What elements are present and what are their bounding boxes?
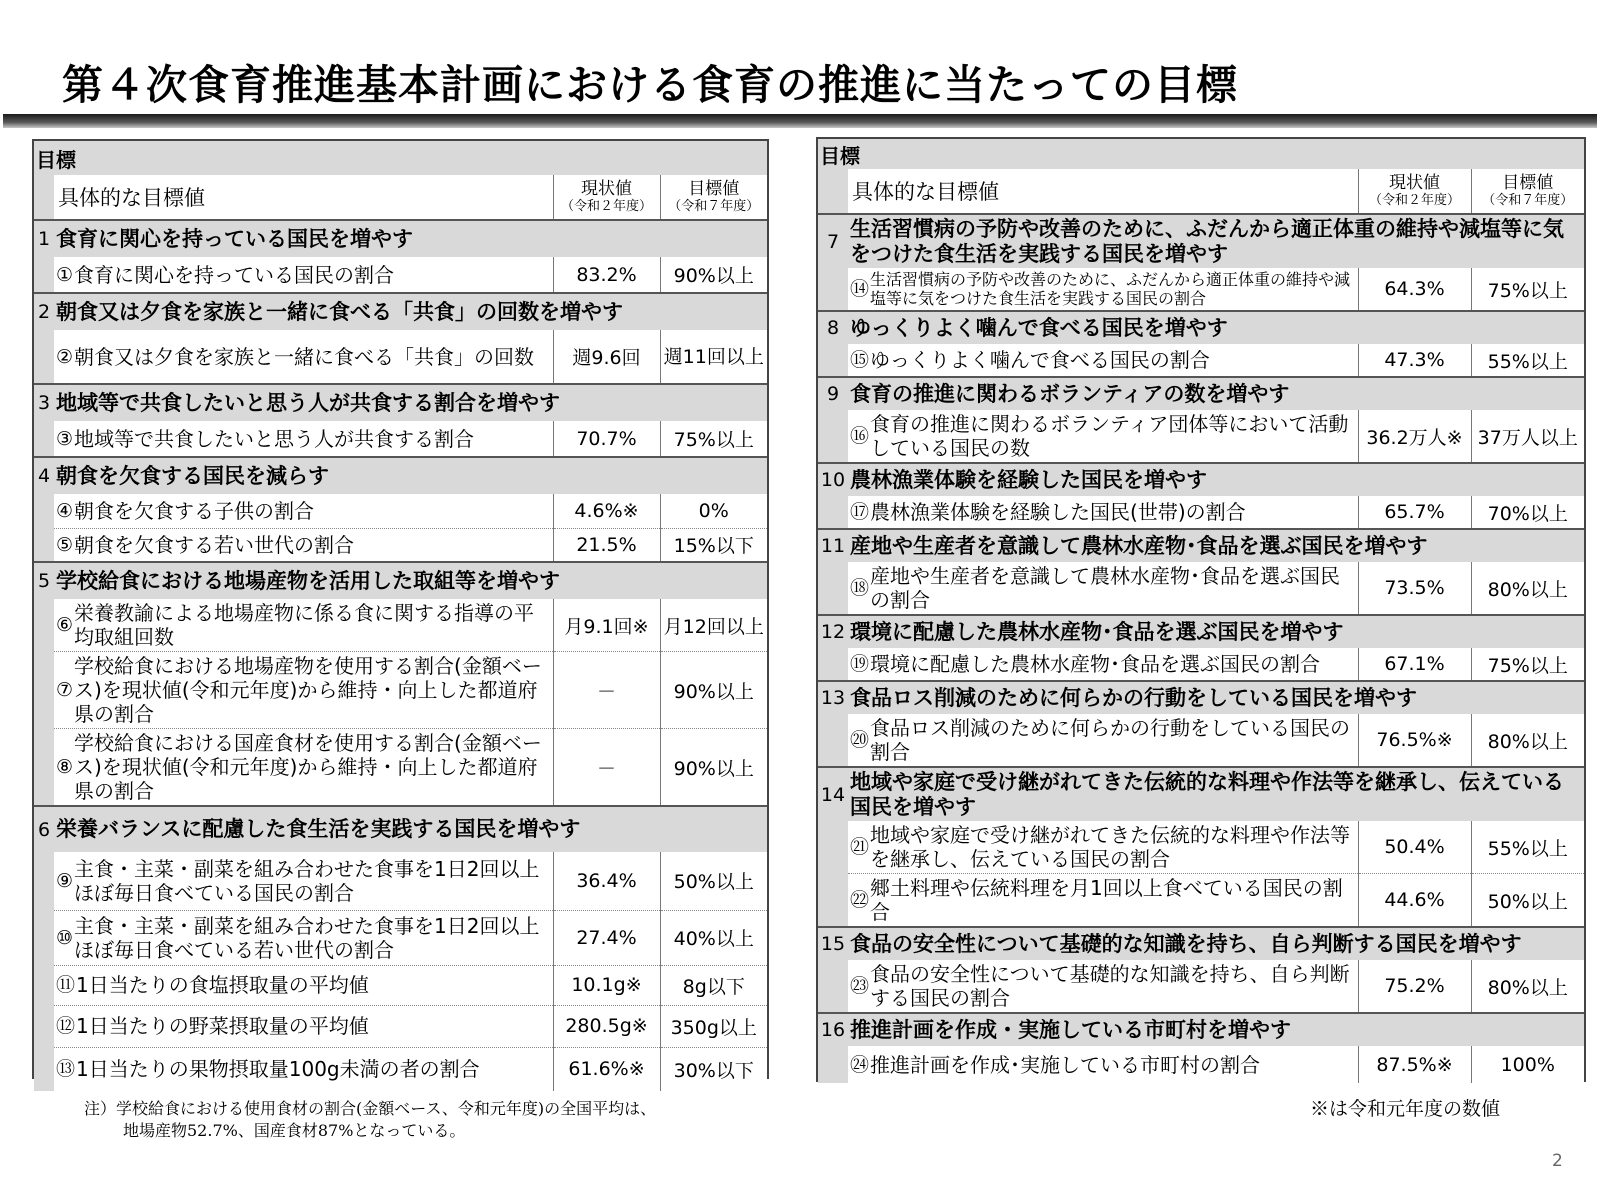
page-number: 2	[1552, 1151, 1563, 1171]
indicator-row	[34, 652, 767, 729]
goal-number: 8	[818, 311, 848, 344]
indicator-number: ⑪	[56, 974, 76, 996]
indicator-row	[34, 528, 767, 562]
indicator-description	[54, 599, 553, 652]
current-value: 週9.6回	[553, 330, 660, 384]
goal-number: 13	[818, 681, 848, 714]
indicator-number: ①	[56, 263, 74, 286]
goal-group-row	[818, 311, 1584, 344]
goal-number: 2	[34, 293, 54, 330]
goal-title: 環境に配慮した農林水産物･食品を選ぶ国民を増やす	[848, 615, 1584, 648]
current-value: 65.7%	[1358, 496, 1471, 529]
footnote-line-2: 地場産物52.7%、国産食材87%となっている。	[123, 1121, 466, 1140]
indicator-number: ⑨	[56, 869, 74, 892]
goal-number: 3	[34, 384, 54, 421]
left-goals-table	[32, 139, 769, 1082]
indicator-number: ㉓	[850, 975, 870, 997]
goal-title: 栄養バランスに配慮した食生活を実践する国民を増やす	[54, 806, 767, 852]
goal-group-row	[818, 927, 1584, 960]
indicator-text: 食品ロス削減のために何らかの行動をしている国民の割合	[870, 716, 1351, 764]
target-value: 週11回以上	[660, 330, 767, 384]
current-header: 現状値 （令和２年度）	[1358, 169, 1471, 214]
target-value: 90%以上	[660, 729, 767, 807]
indicator-text: 1日当たりの食塩摂取量の平均値	[76, 973, 369, 997]
indicator-text: 推進計画を作成･実施している市町村の割合	[870, 1052, 1261, 1077]
indicator-number: ③	[56, 427, 74, 450]
goal-group-row	[34, 806, 767, 852]
indicator-number: ②	[56, 345, 74, 368]
target-value: 80%以上	[1471, 960, 1584, 1013]
indicator-row	[818, 960, 1584, 1013]
indicator-number: ⑥	[56, 614, 74, 636]
indicator-number: ⑦	[56, 679, 74, 701]
indicator-row	[34, 330, 767, 384]
goal-title: 食育の推進に関わるボランティアの数を増やす	[848, 377, 1584, 410]
target-value: 80%以上	[1471, 714, 1584, 767]
desc-header: 具体的な目標値	[54, 175, 553, 220]
target-value: 90%以上	[660, 257, 767, 293]
indicator-number: ⑧	[56, 756, 74, 778]
indicator-description	[54, 1005, 553, 1047]
indicator-description	[848, 344, 1358, 377]
goal-title: 食品の安全性について基礎的な知識を持ち、自ら判断する国民を増やす	[848, 927, 1584, 960]
indicator-description	[848, 821, 1358, 874]
indicator-number: ⑳	[850, 729, 870, 751]
goal-number: 11	[818, 529, 848, 562]
goal-group-row	[818, 529, 1584, 562]
indicator-description	[54, 1047, 553, 1091]
indicator-text: 産地や生産者を意識して農林水産物･食品を選ぶ国民の割合	[870, 564, 1341, 612]
indicator-number: ㉔	[850, 1053, 870, 1076]
goal-number: 10	[818, 463, 848, 496]
indicator-text: 農林漁業体験を経験した国民(世帯)の割合	[870, 500, 1246, 524]
target-value: 75%以上	[1471, 268, 1584, 311]
indicator-row	[34, 1005, 767, 1047]
target-value: 50%以上	[1471, 874, 1584, 928]
indicator-number: ⑬	[56, 1058, 76, 1081]
indicator-description	[54, 652, 553, 729]
current-value: 67.1%	[1358, 648, 1471, 681]
indicator-row	[818, 648, 1584, 681]
target-value: 月12回以上	[660, 599, 767, 652]
indicator-text: 1日当たりの野菜摂取量の平均値	[76, 1014, 369, 1038]
goal-group-row	[34, 562, 767, 599]
indicator-description	[54, 729, 553, 807]
goal-title: 朝食を欠食する国民を減らす	[54, 457, 767, 494]
current-value: 月9.1回※	[553, 599, 660, 652]
current-value: 27.4%	[553, 910, 660, 965]
indicator-description	[54, 852, 553, 910]
asterisk-note: ※は令和元年度の数値	[1310, 1098, 1501, 1120]
goal-number: 1	[34, 220, 54, 257]
indicator-row	[34, 729, 767, 807]
goal-group-row	[34, 457, 767, 494]
indicator-row	[34, 494, 767, 528]
indicator-number: ⑤	[56, 533, 74, 556]
indicator-row	[818, 496, 1584, 529]
indicator-text: 朝食を欠食する子供の割合	[74, 498, 315, 523]
indicator-text: 学校給食における地場産物を使用する割合(金額ベース)を現状値(令和元年度)から維持・向上した都道府県の割合	[74, 654, 542, 726]
indicator-row	[818, 562, 1584, 615]
goal-title: 農林漁業体験を経験した国民を増やす	[848, 463, 1584, 496]
current-value: 47.3%	[1358, 344, 1471, 377]
indicator-text: 食育に関心を持っている国民の割合	[74, 262, 395, 287]
right-goals-table	[816, 137, 1586, 1082]
current-value: 75.2%	[1358, 960, 1471, 1013]
indicator-row	[34, 1047, 767, 1091]
current-value: 280.5g※	[553, 1005, 660, 1047]
current-value: 70.7%	[553, 421, 660, 457]
indicator-number: ㉑	[850, 836, 870, 858]
goal-title: 推進計画を作成・実施している市町村を増やす	[848, 1013, 1584, 1046]
current-value: 44.6%	[1358, 874, 1471, 928]
current-value: 50.4%	[1358, 821, 1471, 874]
indicator-description	[54, 494, 553, 528]
target-value: 15%以下	[660, 528, 767, 562]
indicator-text: 栄養教諭による地場産物に係る食に関する指導の平均取組回数	[74, 601, 535, 649]
indicator-text: 地域や家庭で受け継がれてきた伝統的な料理や作法等を継承し、伝えている国民の割合	[870, 823, 1351, 871]
indicator-row	[34, 965, 767, 1005]
target-value: 80%以上	[1471, 562, 1584, 615]
footnote	[84, 1098, 656, 1142]
footnote-line-1: 注）学校給食における使用食材の割合(金額ベース、令和元年度)の全国平均は、	[84, 1099, 657, 1118]
indicator-number: ⑰	[850, 501, 870, 523]
goal-title: 朝食又は夕食を家族と一緒に食べる「共食」の回数を増やす	[54, 293, 767, 330]
indicator-description	[848, 960, 1358, 1013]
goal-header: 目標	[818, 139, 1584, 169]
goal-number: 15	[818, 927, 848, 960]
indicator-row	[818, 344, 1584, 377]
goal-group-row	[818, 463, 1584, 496]
current-header: 現状値 （令和２年度）	[553, 175, 660, 220]
indicator-text: 郷土料理や伝統料理を月1回以上食べている国民の割合	[870, 876, 1343, 924]
current-value: 36.2万人※	[1358, 410, 1471, 463]
goal-header: 目標	[34, 141, 767, 175]
goal-number: 4	[34, 457, 54, 494]
target-value: 55%以上	[1471, 821, 1584, 874]
page-title: 第４次食育推進基本計画における食育の推進に当たっての目標	[62, 61, 1238, 109]
indicator-row	[818, 268, 1584, 311]
indicator-row	[34, 257, 767, 293]
target-value: 50%以上	[660, 852, 767, 910]
indicator-number: ⑭	[850, 278, 870, 300]
target-value: 70%以上	[1471, 496, 1584, 529]
goal-group-row	[34, 293, 767, 330]
indicator-row	[34, 910, 767, 965]
indicator-description	[848, 874, 1358, 928]
goal-group-row	[818, 681, 1584, 714]
indicator-text: 1日当たりの果物摂取量100g未満の者の割合	[76, 1057, 480, 1082]
target-value: 8g以下	[660, 965, 767, 1005]
current-value: 10.1g※	[553, 965, 660, 1005]
goal-group-row	[818, 767, 1584, 821]
goal-title: 地域や家庭で受け継がれてきた伝統的な料理や作法等を継承し、伝えている国民を増やす	[848, 767, 1584, 821]
goal-title: 産地や生産者を意識して農林水産物･食品を選ぶ国民を増やす	[848, 529, 1584, 562]
left-table-body	[34, 141, 767, 1091]
target-value: 75%以上	[1471, 648, 1584, 681]
title-underline-bar	[3, 114, 1597, 128]
indicator-number: ⑫	[56, 1015, 76, 1037]
indicator-description	[848, 648, 1358, 681]
indicator-row	[34, 599, 767, 652]
current-value: 61.6%※	[553, 1047, 660, 1091]
goal-title: 食育に関心を持っている国民を増やす	[54, 220, 767, 257]
target-value: 75%以上	[660, 421, 767, 457]
indicator-description	[848, 1046, 1358, 1083]
indicator-description	[848, 714, 1358, 767]
indicator-row	[34, 852, 767, 910]
indicator-description	[848, 496, 1358, 529]
current-value: 87.5%※	[1358, 1046, 1471, 1083]
right-table-body	[818, 139, 1584, 1083]
indicator-description	[54, 421, 553, 457]
goal-number: 14	[818, 767, 848, 821]
desc-header: 具体的な目標値	[848, 169, 1358, 214]
indicator-row	[818, 1046, 1584, 1083]
goal-title: 学校給食における地場産物を活用した取組等を増やす	[54, 562, 767, 599]
goal-group-row	[34, 220, 767, 257]
indicator-text: 生活習慣病の予防や改善のために、ふだんから適正体重の維持や減塩等に気をつけた食生活を実践する国民の割合	[870, 270, 1351, 308]
indicator-description	[54, 910, 553, 965]
goal-group-row	[818, 615, 1584, 648]
target-value: 37万人以上	[1471, 410, 1584, 463]
goal-number: 16	[818, 1013, 848, 1046]
indicator-description	[54, 257, 553, 293]
target-value: 0%	[660, 494, 767, 528]
goal-group-row	[818, 1013, 1584, 1046]
current-value: －	[553, 652, 660, 729]
goal-title: ゆっくりよく噛んで食べる国民を増やす	[848, 311, 1584, 344]
indicator-row	[818, 874, 1584, 928]
goal-title: 生活習慣病の予防や改善のために、ふだんから適正体重の維持や減塩等に気をつけた食生活を実践する国民を増やす	[848, 214, 1584, 268]
indicator-number: ⑯	[850, 425, 870, 447]
goal-number: 6	[34, 806, 54, 852]
current-value: 4.6%※	[553, 494, 660, 528]
indicator-text: 主食・主菜・副菜を組み合わせた食事を1日2回以上ほぼ毎日食べている国民の割合	[74, 856, 540, 905]
indicator-text: 朝食又は夕食を家族と一緒に食べる「共食」の回数	[74, 344, 535, 369]
target-value: 100%	[1471, 1046, 1584, 1083]
indicator-row	[34, 421, 767, 457]
goal-group-row	[818, 377, 1584, 410]
indicator-description	[54, 528, 553, 562]
goal-group-row	[818, 214, 1584, 268]
goal-number: 5	[34, 562, 54, 599]
target-value: 350g以上	[660, 1005, 767, 1047]
indicator-text: 食品の安全性について基礎的な知識を持ち、自ら判断する国民の割合	[870, 962, 1350, 1010]
goal-number: 12	[818, 615, 848, 648]
indicator-row	[818, 821, 1584, 874]
indicator-text: 学校給食における国産食材を使用する割合(金額ベース)を現状値(令和元年度)から維持・向上した都道府県の割合	[74, 731, 542, 803]
indicator-number: ⑮	[850, 349, 870, 371]
target-header: 目標値 （令和７年度）	[1471, 169, 1584, 214]
target-value: 90%以上	[660, 652, 767, 729]
current-value: 76.5%※	[1358, 714, 1471, 767]
indicator-text: ゆっくりよく噛んで食べる国民の割合	[870, 348, 1210, 372]
indicator-description	[54, 330, 553, 384]
goal-group-row	[34, 384, 767, 421]
current-value: －	[553, 729, 660, 807]
indicator-number: ㉒	[850, 889, 870, 911]
goal-number: 9	[818, 377, 848, 410]
indicator-number: ⑱	[850, 577, 870, 599]
current-value: 83.2%	[553, 257, 660, 293]
indicator-text: 環境に配慮した農林水産物･食品を選ぶ国民の割合	[870, 652, 1321, 676]
indicator-text: 朝食を欠食する若い世代の割合	[74, 532, 355, 557]
indicator-number: ④	[56, 499, 74, 522]
indicator-text: 地域等で共食したいと思う人が共食する割合	[74, 426, 475, 451]
current-value: 21.5%	[553, 528, 660, 562]
indicator-text: 食育の推進に関わるボランティア団体等において活動している国民の数	[870, 412, 1349, 460]
current-value: 73.5%	[1358, 562, 1471, 615]
goal-title: 食品ロス削減のために何らかの行動をしている国民を増やす	[848, 681, 1584, 714]
indicator-description	[848, 562, 1358, 615]
target-value: 40%以上	[660, 910, 767, 965]
target-value: 30%以下	[660, 1047, 767, 1091]
goal-title: 地域等で共食したいと思う人が共食する割合を増やす	[54, 384, 767, 421]
indicator-row	[818, 410, 1584, 463]
indicator-number: ⑩	[56, 926, 74, 949]
indicator-description	[848, 410, 1358, 463]
current-value: 36.4%	[553, 852, 660, 910]
indicator-description	[54, 965, 553, 1005]
indicator-text: 主食・主菜・副菜を組み合わせた食事を1日2回以上ほぼ毎日食べている若い世代の割合	[74, 913, 540, 962]
indicator-description	[848, 268, 1358, 311]
current-value: 64.3%	[1358, 268, 1471, 311]
goal-number: 7	[818, 214, 848, 268]
target-header: 目標値 （令和７年度）	[660, 175, 767, 220]
indicator-number: ⑲	[850, 653, 870, 675]
indicator-row	[818, 714, 1584, 767]
target-value: 55%以上	[1471, 344, 1584, 377]
